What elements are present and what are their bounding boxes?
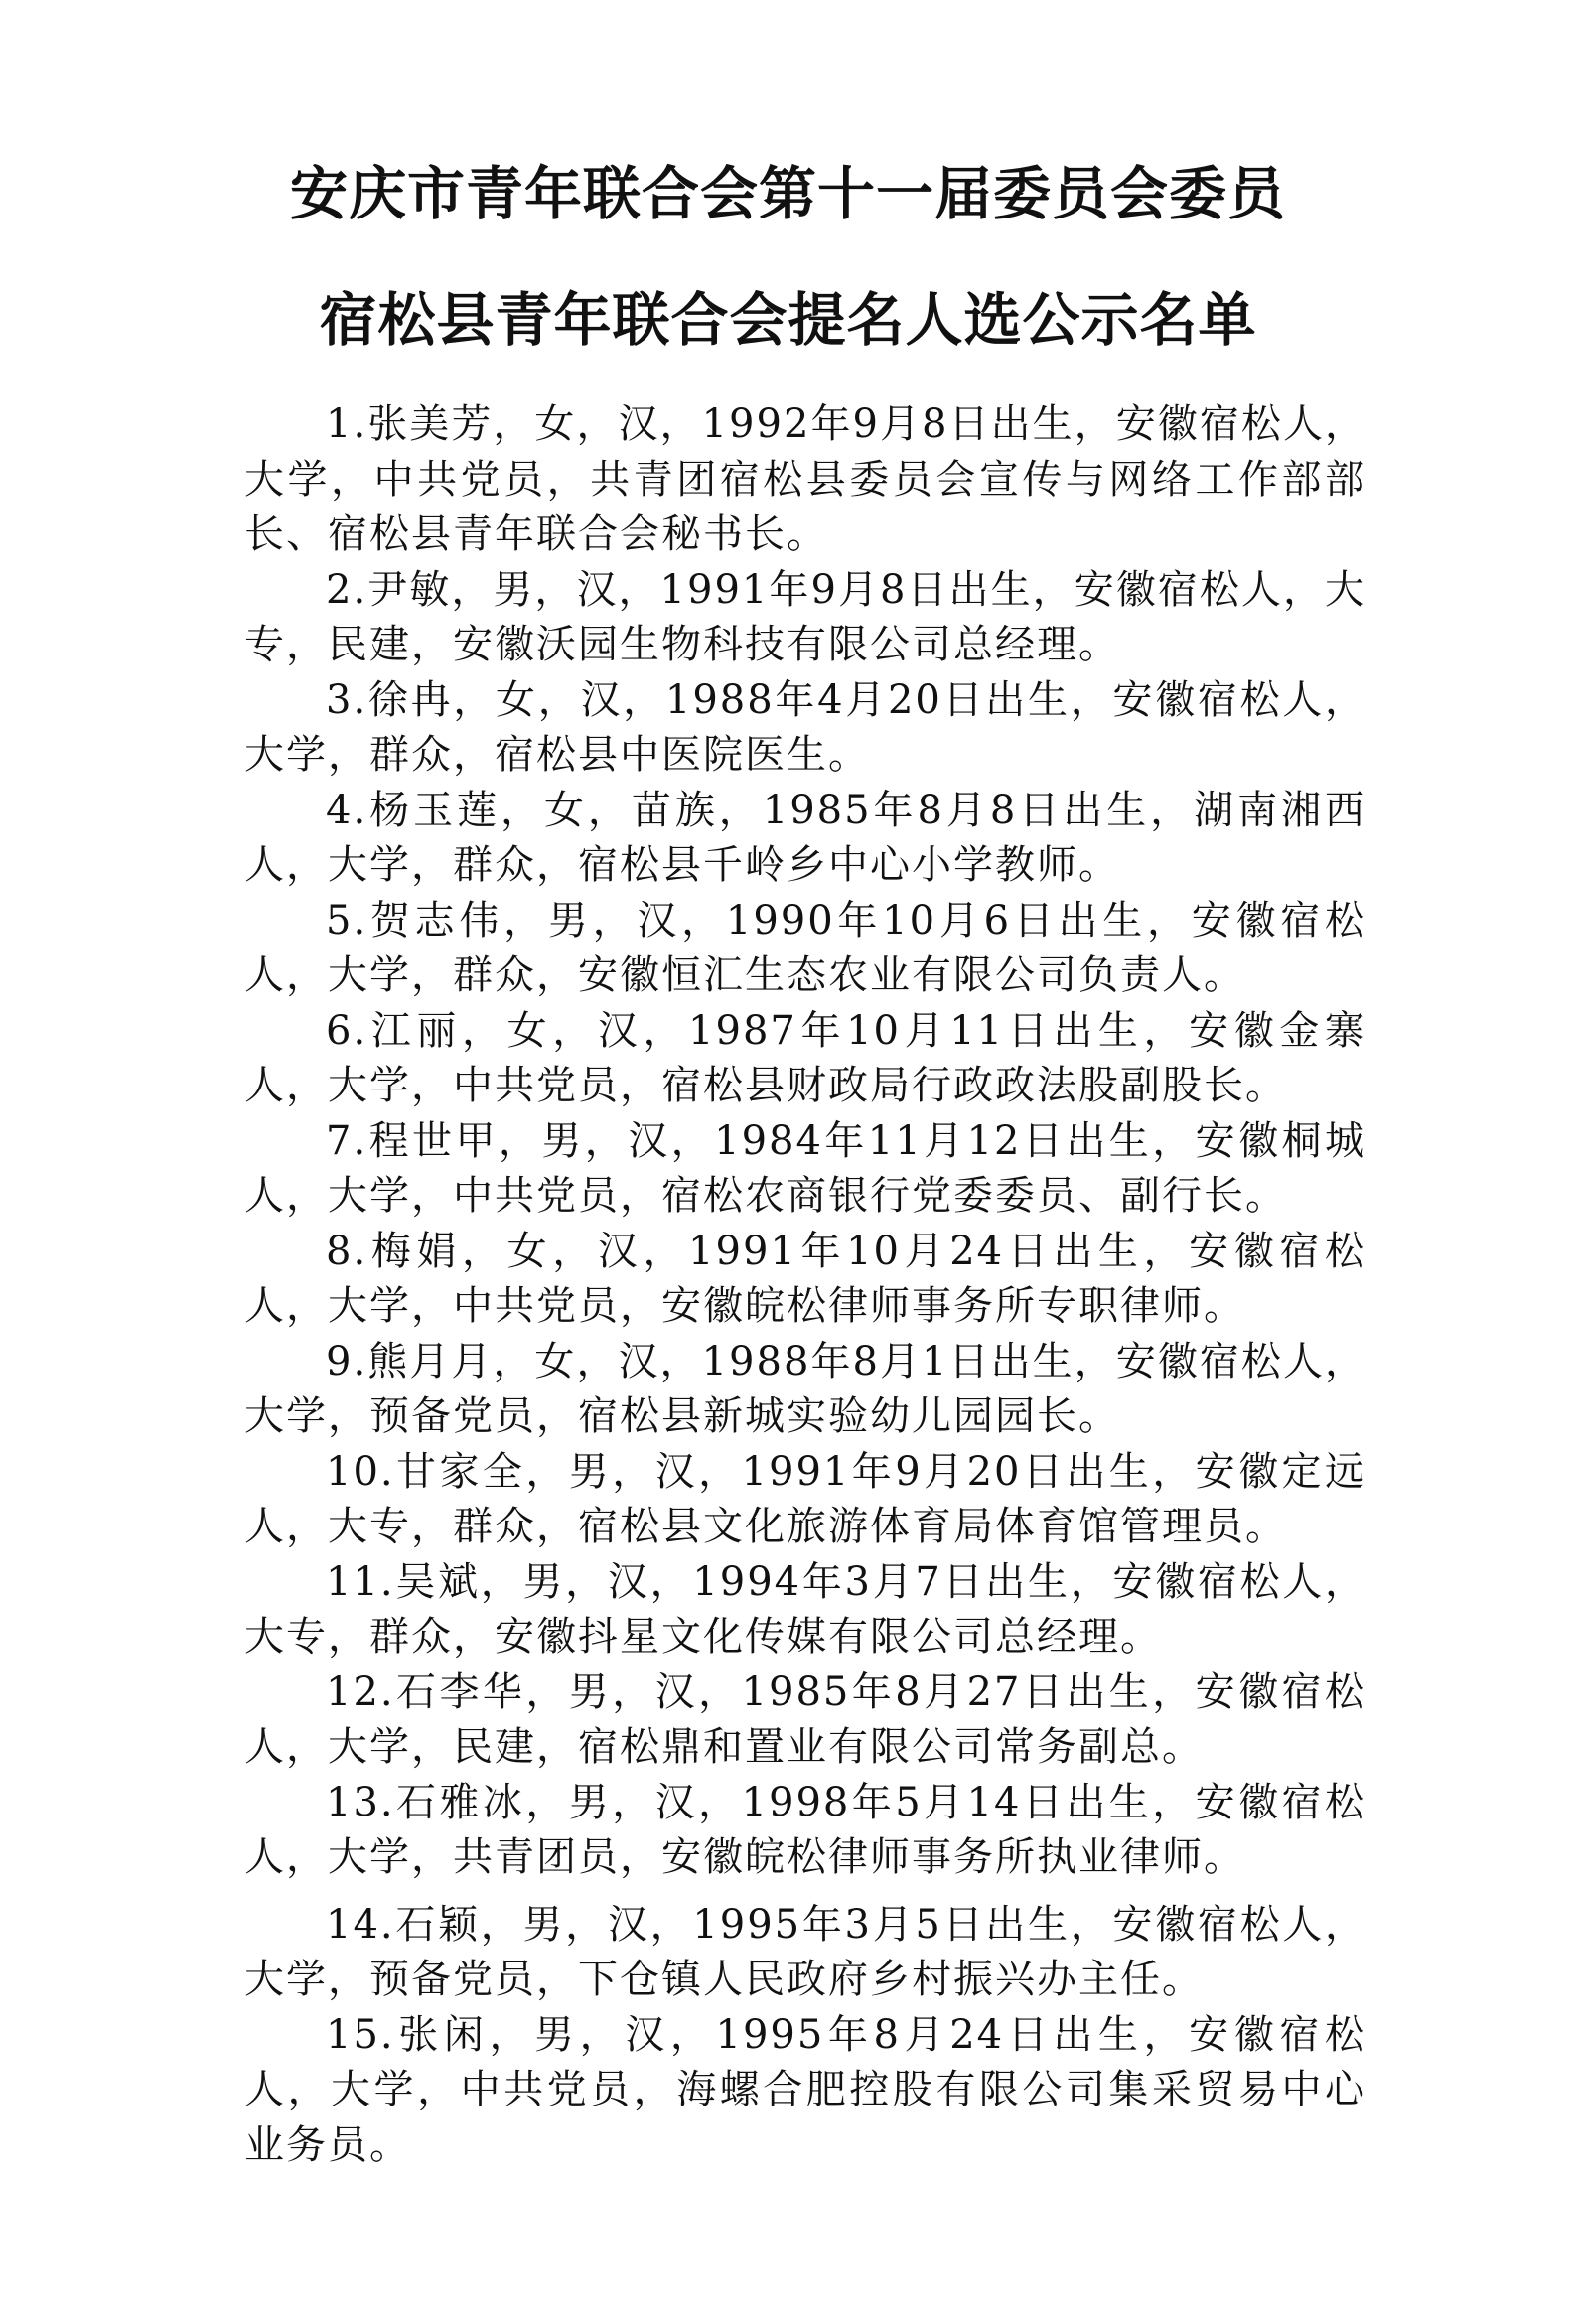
nominee-entry-9: 9.熊月月，女，汉，1988年8月1日出生，安徽宿松人，大学，预备党员，宿松县新城实验幼儿园园长。 [244, 1338, 1366, 1439]
nominee-entry-2: 2.尹敏，男，汉，1991年9月8日出生，安徽宿松人，大专，民建，安徽沃园生物科技有限公司总经理。 [244, 566, 1366, 667]
nominee-entry-13: 13.石雅冰，男，汉，1998年5月14日出生，安徽宿松人，大学，共青团员，安徽皖松律师事务所执业律师。 [244, 1779, 1366, 1880]
nominee-entry-14: 14.石颖，男，汉，1995年3月5日出生，安徽宿松人，大学，预备党员，下仓镇人民政府乡村振兴办主任。 [244, 1901, 1366, 2002]
nominee-entry-12: 12.石李华，男，汉，1985年8月27日出生，安徽宿松人，大学，民建，宿松鼎和置业有限公司常务副总。 [244, 1669, 1366, 1770]
nominee-entry-1: 1.张美芳，女，汉，1992年9月8日出生，安徽宿松人，大学，中共党员，共青团宿松县委员会宣传与网络工作部部长、宿松县青年联合会秘书长。 [244, 401, 1366, 557]
nominee-entry-10: 10.甘家全，男，汉，1991年9月20日出生，安徽定远人，大专，群众，宿松县文化旅游体育局体育馆管理员。 [244, 1448, 1366, 1549]
nominee-entry-6: 6.江丽，女，汉，1987年10月11日出生，安徽金寨人，大学，中共党员，宿松县财政局行政政法股副股长。 [244, 1007, 1366, 1108]
nominee-entry-15: 15.张闲，男，汉，1995年8月24日出生，安徽宿松人，大学，中共党员，海螺合肥控股有限公司集采贸易中心业务员。 [244, 2011, 1366, 2168]
nominee-entry-4: 4.杨玉莲，女，苗族，1985年8月8日出生，湖南湘西人，大学，群众，宿松县千岭乡中心小学教师。 [244, 787, 1366, 888]
nominee-entry-5: 5.贺志伟，男，汉，1990年10月6日出生，安徽宿松人，大学，群众，安徽恒汇生态农业有限公司负责人。 [244, 897, 1366, 998]
nominee-entry-8: 8.梅娟，女，汉，1991年10月24日出生，安徽宿松人，大学，中共党员，安徽皖松律师事务所专职律师。 [244, 1228, 1366, 1329]
document-title-line-1: 安庆市青年联合会第十一届委员会委员 [289, 160, 1286, 227]
nominee-entry-11: 11.吴斌，男，汉，1994年3月7日出生，安徽宿松人，大专，群众，安徽抖星文化传媒有限公司总经理。 [244, 1558, 1366, 1660]
nominee-list [244, 397, 1366, 2173]
nominee-entry-3: 3.徐冉，女，汉，1988年4月20日出生，安徽宿松人，大学，群众，宿松县中医院医生。 [244, 676, 1366, 778]
nominee-entry-7: 7.程世甲，男，汉，1984年11月12日出生，安徽桐城人，大学，中共党员，宿松农商银行党委委员、副行长。 [244, 1117, 1366, 1219]
document-title-line-2: 宿松县青年联合会提名人选公示名单 [319, 286, 1257, 354]
